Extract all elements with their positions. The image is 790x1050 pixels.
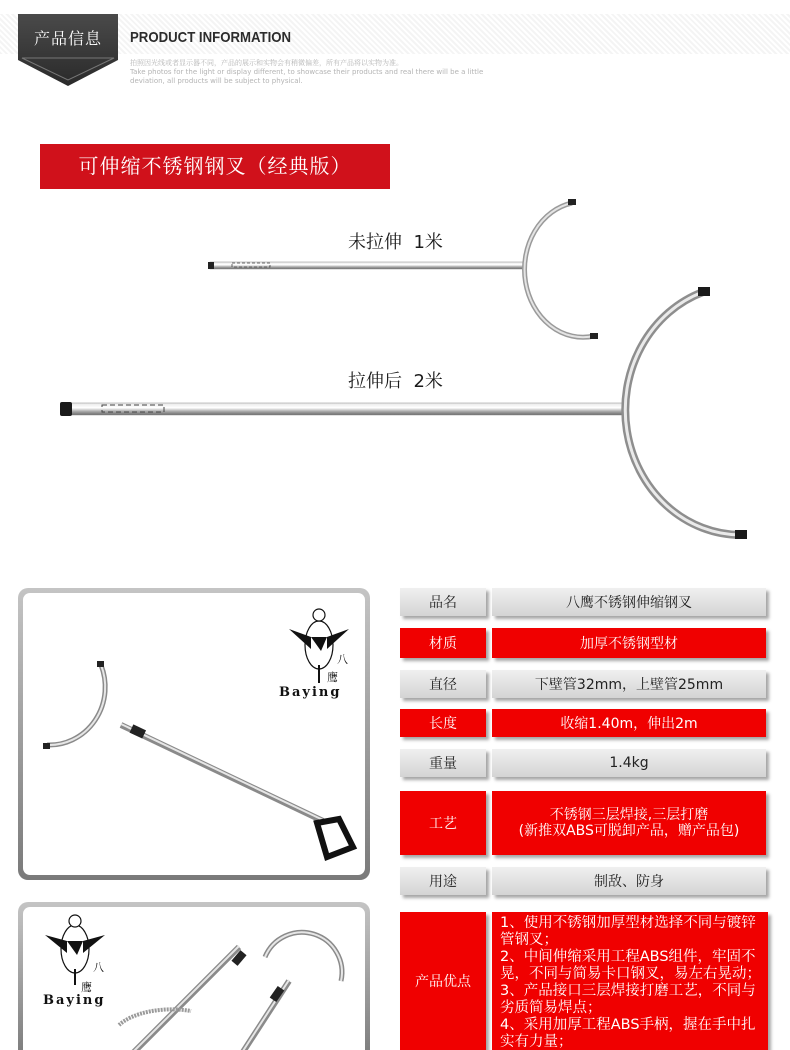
header-band [0, 14, 790, 54]
header-note-cn: 拍照因光线或者显示器不同，产品的展示和实物会有稍微偏差，所有产品将以实物为准。 [130, 59, 403, 67]
baying-logo-2-cjk-1: 八 [93, 961, 104, 974]
baying-logo-1-cjk-2: 鹰 [327, 671, 338, 684]
long-fork [60, 287, 747, 539]
header-title: PRODUCT INFORMATION [130, 29, 292, 46]
spec-value-craft [492, 791, 766, 855]
header-note [130, 59, 530, 86]
header-note-en-1: Take photos for the light or display different, to showcase their products and real there will be a little [130, 68, 484, 76]
baying-logo-2-name: Baying [43, 993, 106, 1008]
photo-panel-2 [18, 902, 370, 1050]
product-photo-2 [23, 907, 365, 1050]
spec-label-craft: 工艺 [400, 791, 486, 855]
advantage-item: 1、使用不锈钢加厚型材选择不同与镀锌管钢叉； [500, 915, 756, 948]
spec-value-weight: 1.4kg [492, 749, 766, 777]
baying-logo-1-name: Baying [279, 685, 342, 700]
advantage-item: 3、产品接口三层焊接打磨工艺，不同与劣质简易焊点； [500, 983, 756, 1016]
advantage-item: 2、中间伸缩采用工程ABS组件，牢固不晃，不同与简易卡口钢叉，易左右晃动； [500, 949, 761, 982]
baying-logo-2-cjk-2: 鹰 [81, 981, 92, 994]
short-fork [208, 199, 598, 339]
spec-value-name: 八鹰不锈钢伸缩钢叉 [492, 588, 766, 616]
spec-value-diameter: 下壁管32mm，上壁管25mm [492, 670, 766, 698]
spec-label-weight: 重量 [400, 749, 486, 777]
spec-value-usage: 制敌、防身 [492, 867, 766, 895]
photo-panel-1-inner [23, 593, 365, 875]
photo-panel-2-inner [23, 907, 365, 1050]
spec-value-craft-line-2: (新推双ABS可脱卸产品，赠产品包) [518, 823, 740, 839]
product-photo-1 [23, 593, 365, 875]
header-badge-shape [18, 14, 118, 86]
header-note-en-2: deviation, all products will be subject to physical. [130, 77, 303, 85]
spec-label-diameter: 直径 [400, 670, 486, 698]
header-badge-text: 产品信息 [33, 29, 102, 48]
spec-label-length: 长度 [400, 709, 486, 737]
spec-value-length: 收缩1.40m，伸出2m [492, 709, 766, 737]
spec-label-material: 材质 [400, 628, 486, 658]
baying-logo-1-cjk-1: 八 [337, 653, 348, 666]
spec-label-name: 品名 [400, 588, 486, 616]
spec-label-advantages: 产品优点 [400, 912, 486, 1050]
spec-label-usage: 用途 [400, 867, 486, 895]
spec-value-craft-line-1: 不锈钢三层焊接,三层打磨 [549, 807, 709, 823]
photo-panel-1 [18, 588, 370, 880]
product-banner: 可伸缩不锈钢钢叉（经典版） [40, 144, 390, 189]
advantage-item: 4、采用加厚工程ABS手柄，握在手中扎实有力量； [500, 1017, 756, 1050]
spec-value-advantages [500, 915, 768, 1050]
baying-logo-1 [289, 609, 349, 683]
spec-value-material: 加厚不锈钢型材 [492, 628, 766, 658]
long-fork-label: 拉伸后 2米 [348, 371, 443, 392]
short-fork-label: 未拉伸 1米 [348, 232, 443, 253]
